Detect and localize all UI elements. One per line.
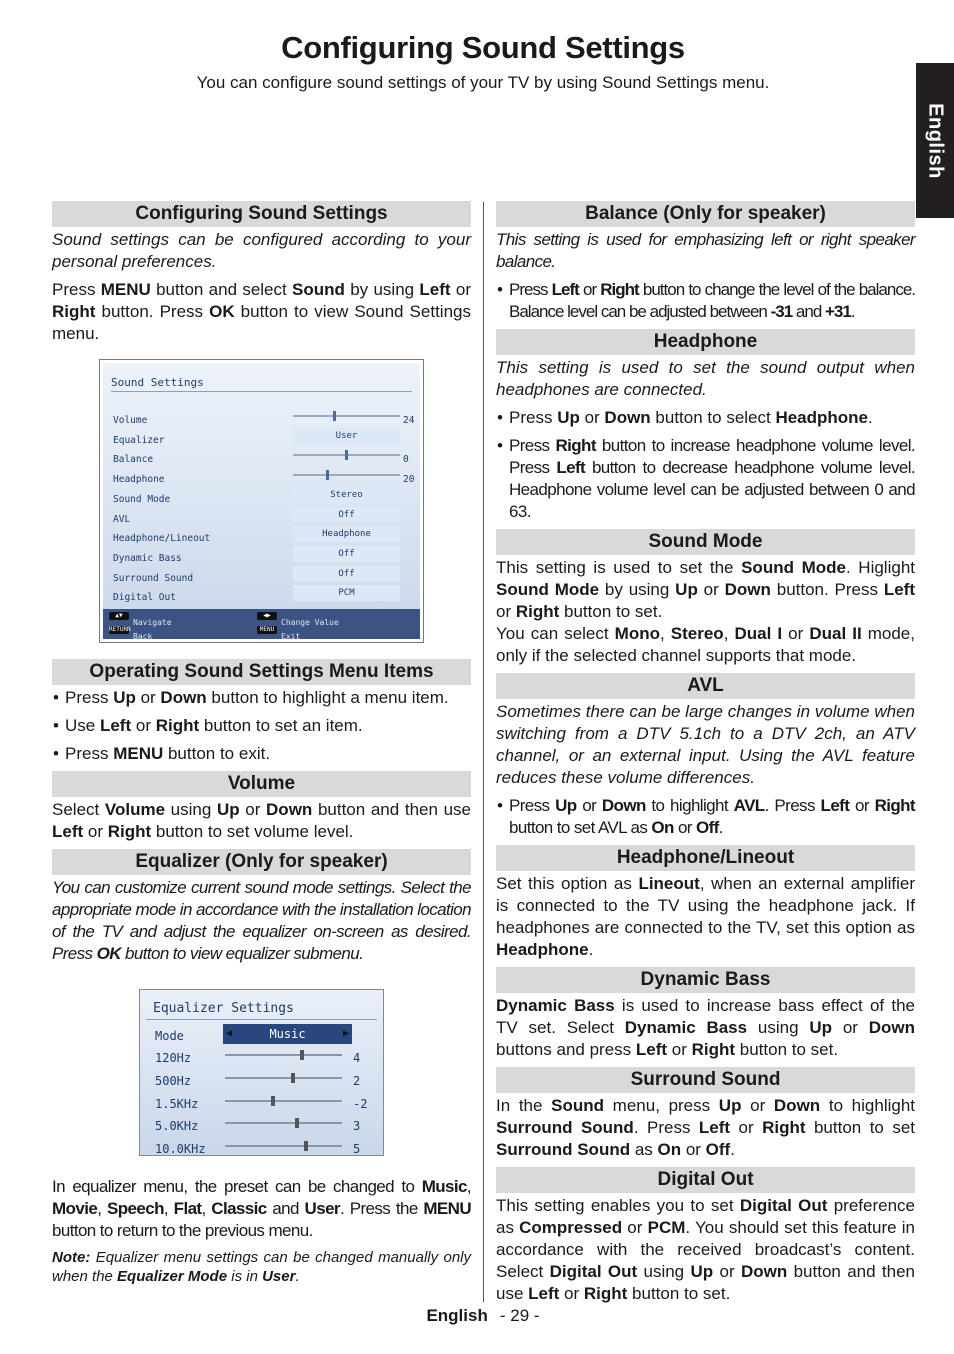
section-heading-equalizer: Equalizer (Only for speaker) [52, 849, 471, 875]
equalizer-band-slider[interactable] [225, 1145, 342, 1147]
equalizer-band-label: 120Hz [155, 1051, 192, 1065]
sound-menu-row-label: Dynamic Bass [113, 552, 182, 564]
slider-knob[interactable] [345, 450, 348, 460]
sound-menu-row-label: Headphone/Lineout [113, 533, 211, 545]
balance-list [496, 279, 915, 323]
sound-menu-row[interactable] [113, 585, 413, 604]
sound-menu-row-value[interactable]: Off [293, 507, 400, 523]
sound-menu-row[interactable] [113, 408, 413, 424]
sound-menu-row-label: Balance [113, 454, 154, 466]
sound-menu-row[interactable] [113, 507, 413, 523]
surround-text: In the Sound menu, press Up or Down to highlight Surround Sound. Press Left or Right button to set Surround Sound as On or Off. [496, 1096, 916, 1159]
sound-menu-row-value[interactable]: Stereo [293, 487, 400, 503]
equalizer-presets-text: In equalizer menu, the preset can be changed to Music, Movie, Speech, Flat, Classic and User. Press the MENU button to return to the previous menu. [52, 1177, 472, 1240]
equalizer-intro: You can customize current sound mode settings. Select the appropriate mode in accordance with the installation location of the TV and adjust the equalizer on-screen as desired. Press OK button to view equalizer submenu. [52, 878, 471, 963]
list-item: • Press Left or Right button to change the level of the balance. Balance level can be adjusted between -31 and +31. [496, 279, 915, 323]
mode-value: Music [269, 1027, 306, 1041]
arrow-left-icon: ◀ [226, 1028, 233, 1039]
sound-menu-row-value[interactable]: Off [293, 546, 400, 562]
arrow-right-icon: ▶ [342, 1028, 349, 1039]
sound-menu-slider[interactable] [293, 474, 400, 476]
section-heading-balance: Balance (Only for speaker) [496, 201, 915, 227]
slider-knob[interactable] [304, 1141, 308, 1151]
list-item: • Press Up or Down button to highlight a menu item. [52, 687, 471, 709]
section-heading-digital-out: Digital Out [496, 1167, 915, 1193]
equalizer-band-slider[interactable] [225, 1122, 342, 1124]
back-label: Back [133, 632, 153, 641]
sound-menu-row-value[interactable]: PCM [293, 585, 400, 601]
mode-label: Mode [155, 1029, 184, 1043]
sound-menu-row-label: Surround Sound [113, 572, 194, 584]
sound-menu-row[interactable] [113, 487, 413, 503]
sound-mode-text-1: This setting is used to set the Sound Mode. Higlight Sound Mode by using Up or Down button. Press Left or Right button to set. [496, 558, 916, 621]
section-heading-headphone: Headphone [496, 329, 915, 355]
sound-menu-row-value[interactable]: Headphone [293, 526, 400, 542]
equalizer-band-slider[interactable] [225, 1077, 342, 1079]
equalizer-band-slider[interactable] [225, 1100, 342, 1102]
digital-out-text: This setting enables you to set Digital Out preference as Compressed or PCM. You should set this feature in accordance with the received broadcast’s content. Select Digital Out using Up or Down button and then use Left or Right button to set. [496, 1196, 916, 1303]
equalizer-settings-screenshot [139, 989, 384, 1156]
equalizer-note: Note: Equalizer menu settings can be changed manually only when the Equalizer Mode is in User. [52, 1249, 471, 1285]
equalizer-menu-title: Equalizer Settings [153, 1001, 294, 1016]
language-tab [916, 63, 954, 218]
list-item: • Press Right button to increase headphone volume level. Press Left button to decrease headphone volume level. Headphone volume level can be adjusted between 0 and 63. [496, 435, 915, 523]
equalizer-band-row[interactable] [155, 1137, 375, 1155]
sound-settings-screenshot [99, 359, 424, 643]
sound-menu-row-value: 0 [403, 454, 409, 466]
sound-menu-row-label: Equalizer [113, 434, 165, 446]
sound-menu-row[interactable] [113, 566, 413, 582]
configuring-instructions: Press MENU button and select Sound by using Left or Right button. Press OK button to view Sound Settings menu. [52, 280, 471, 343]
return-key-icon: RETURN [109, 626, 131, 633]
footer-language: English [426, 1306, 488, 1325]
column-divider [483, 202, 484, 1302]
sound-menu-row[interactable] [113, 447, 413, 466]
slider-knob[interactable] [333, 411, 336, 421]
avl-intro: Sometimes there can be large changes in volume when switching from a DTV 5.1ch to a DTV 2ch, an ATV channel, or an external input. Using the AVL feature reduces these volume differences. [496, 702, 915, 787]
sound-menu-slider[interactable] [293, 454, 400, 456]
sound-menu-row[interactable] [113, 526, 413, 545]
equalizer-band-row[interactable] [155, 1046, 375, 1064]
configuring-intro: Sound settings can be configured according to your personal preferences. [52, 230, 471, 271]
up-down-key-icon: ▲▼ [109, 612, 129, 620]
sound-menu-row[interactable] [113, 467, 415, 486]
right-column [496, 201, 915, 1311]
equalizer-band-label: 5.0KHz [155, 1119, 199, 1134]
equalizer-band-value: -2 [353, 1096, 368, 1111]
sound-menu-row-value: 20 [403, 474, 415, 486]
list-item: • Press Up or Down button to select Headphone. [496, 407, 915, 429]
equalizer-band-row[interactable] [155, 1092, 375, 1110]
sound-menu-row[interactable] [113, 546, 413, 562]
avl-list [496, 795, 915, 839]
headphone-intro: This setting is used to set the sound output when headphones are connected. [496, 358, 915, 399]
slider-knob[interactable] [291, 1073, 295, 1083]
mode-selector [223, 1024, 352, 1044]
equalizer-band-label: 1.5KHz [155, 1096, 199, 1111]
sound-menu-help-bar [103, 609, 420, 639]
list-item: • Press Up or Down to highlight AVL. Press Left or Right button to set AVL as On or Off. [496, 795, 915, 839]
sound-menu-row-value[interactable]: User [293, 428, 400, 444]
page-title: Configuring Sound Settings [281, 30, 685, 65]
language-tab-label: English [924, 103, 947, 179]
sound-menu-row-label: Headphone [113, 474, 165, 486]
equalizer-mode-row [155, 1024, 375, 1042]
section-heading-volume: Volume [52, 771, 471, 797]
sound-menu-row[interactable] [113, 428, 413, 444]
section-heading-dynamic-bass: Dynamic Bass [496, 967, 915, 993]
page-number: - 29 - [499, 1306, 540, 1325]
left-column [52, 201, 471, 1292]
sound-mode-text-2: You can select Mono, Stereo, Dual I or Dual II mode, only if the selected channel supports that mode. [496, 624, 915, 665]
left-right-key-icon: ◀▶ [257, 612, 277, 620]
section-heading-sound-mode: Sound Mode [496, 529, 915, 555]
change-value-label: Change Value [281, 618, 339, 627]
list-item: • Press MENU button to exit. [52, 743, 471, 765]
page-subtitle: You can configure sound settings of your TV by using Sound Settings menu. [196, 73, 770, 92]
equalizer-band-label: 500Hz [155, 1073, 192, 1088]
slider-knob[interactable] [326, 470, 329, 480]
slider-knob[interactable] [300, 1050, 304, 1060]
slider-knob[interactable] [271, 1096, 275, 1106]
sound-menu-slider[interactable] [293, 415, 400, 417]
section-heading-operating: Operating Sound Settings Menu Items [52, 659, 471, 685]
equalizer-band-slider[interactable] [225, 1054, 342, 1056]
section-heading-lineout: Headphone/Lineout [496, 845, 915, 871]
equalizer-band-value: 5 [353, 1142, 361, 1157]
equalizer-band-value: 4 [353, 1051, 361, 1065]
headphone-list [496, 407, 915, 523]
equalizer-band-value: 3 [353, 1119, 361, 1134]
menu-key-icon: MENU [257, 626, 277, 634]
navigate-label: Navigate [133, 618, 172, 627]
list-item: • Use Left or Right button to set an item. [52, 715, 471, 737]
equalizer-band-row[interactable] [155, 1069, 375, 1087]
sound-menu-row-value: 24 [403, 415, 415, 426]
sound-menu-row-label: Sound Mode [113, 493, 171, 505]
slider-knob[interactable] [295, 1118, 299, 1128]
balance-intro: This setting is used for emphasizing left or right speaker balance. [496, 230, 915, 271]
sound-menu-row-label: Volume [113, 415, 148, 426]
section-heading-avl: AVL [496, 673, 915, 699]
volume-text: Select Volume using Up or Down button and then use Left or Right button to set volume level. [52, 800, 471, 841]
equalizer-band-value: 2 [353, 1073, 361, 1088]
sound-menu-row-label: AVL [113, 513, 131, 525]
operating-list [52, 687, 471, 765]
equalizer-band-label: 10.0KHz [155, 1142, 206, 1157]
sound-menu-title: Sound Settings [111, 376, 204, 389]
page-footer [0, 1306, 954, 1326]
section-heading-configuring: Configuring Sound Settings [52, 201, 471, 227]
lineout-text: Set this option as Lineout, when an external amplifier is connected to the TV using the headphone jack. If headphones are connected to the TV, set this option as Headphone. [496, 874, 916, 959]
sound-menu-row-label: Digital Out [113, 592, 176, 604]
section-heading-surround: Surround Sound [496, 1067, 915, 1093]
equalizer-band-row[interactable] [155, 1114, 375, 1132]
exit-label: Exit [281, 632, 301, 641]
sound-menu-row-value[interactable]: Off [293, 566, 400, 582]
dynamic-bass-text: Dynamic Bass is used to increase bass effect of the TV set. Select Dynamic Bass using Up or Down buttons and press Left or Right button to set. [496, 996, 916, 1059]
